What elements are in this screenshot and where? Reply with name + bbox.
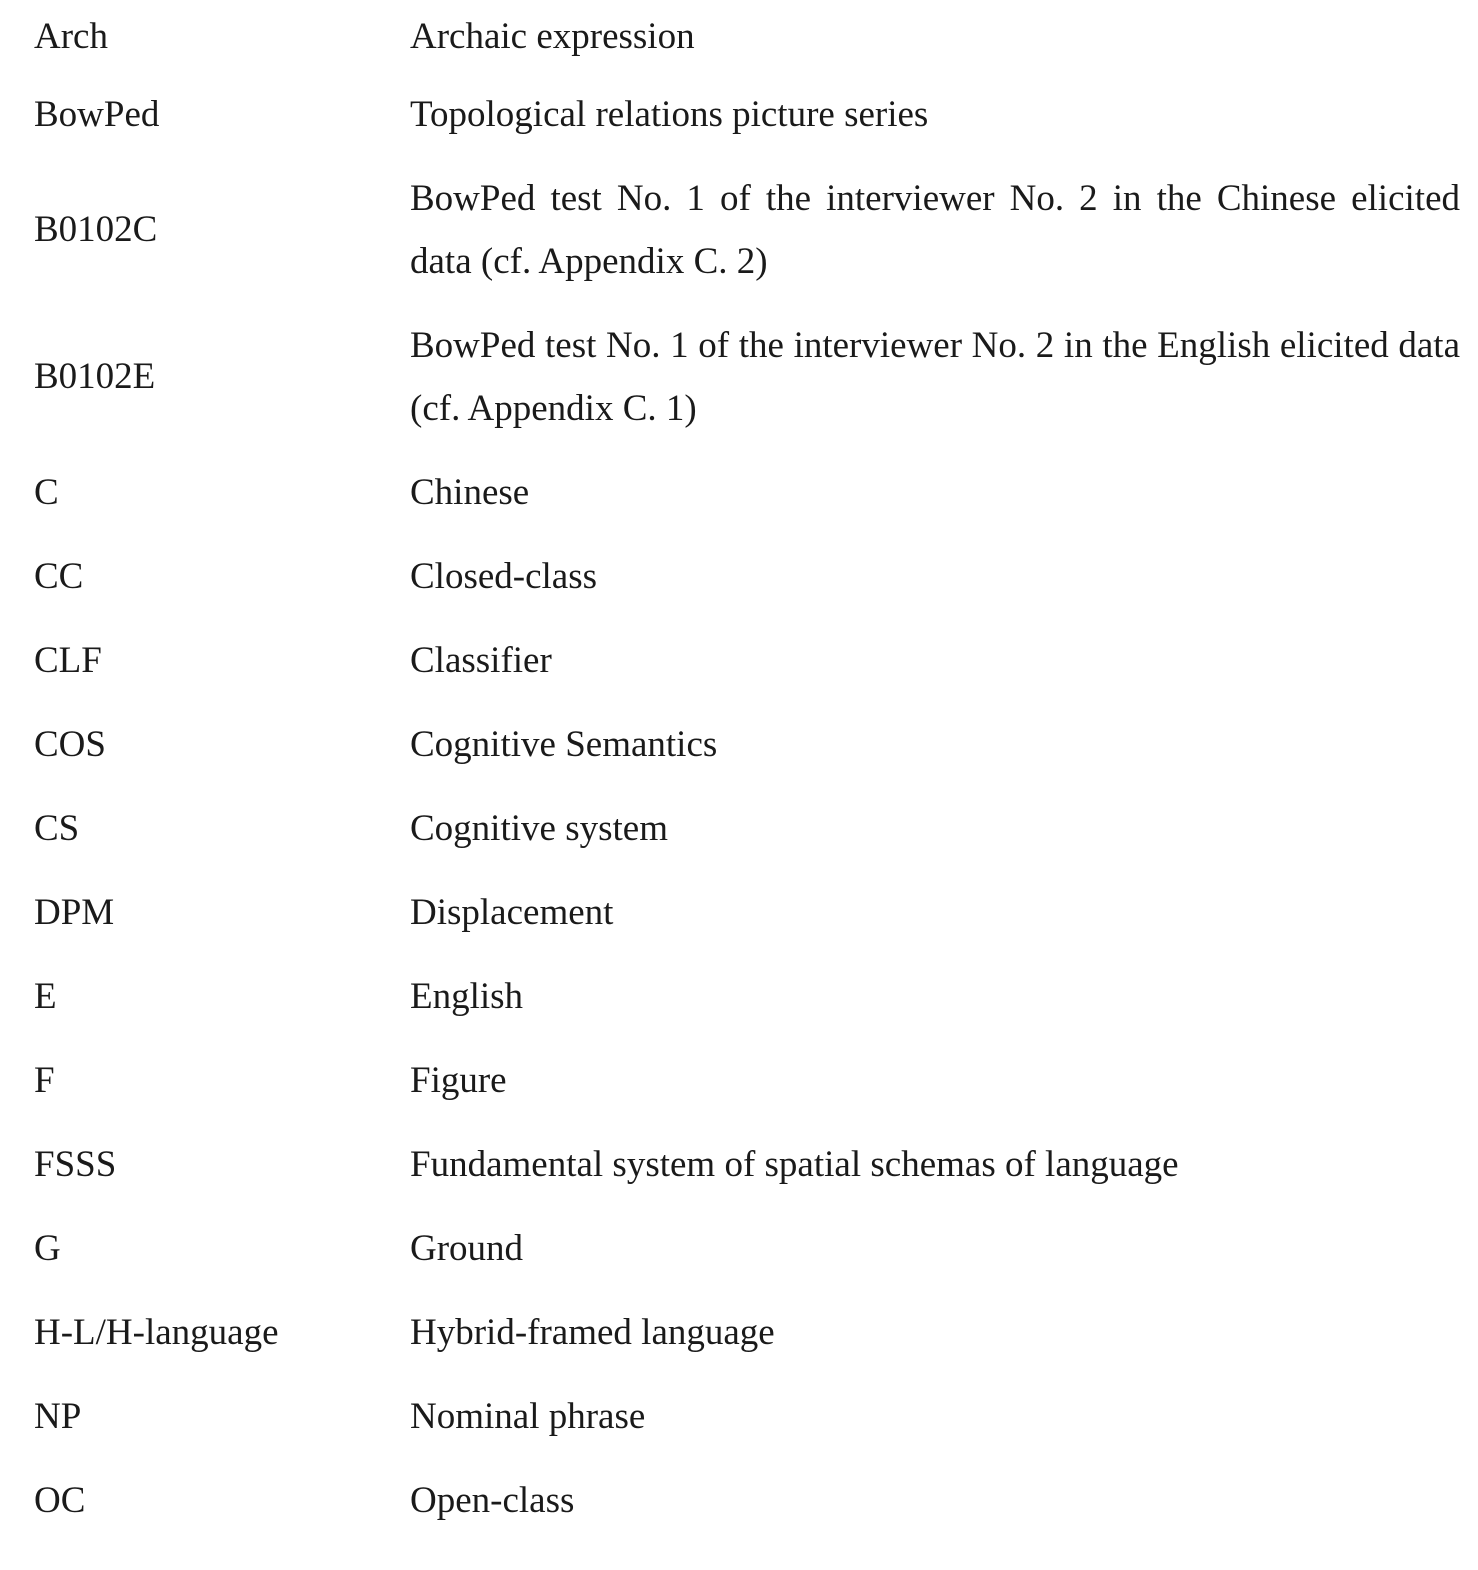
- abbreviation-definition: Ground: [410, 1227, 524, 1269]
- abbreviation-term: CS: [34, 807, 80, 849]
- abbreviation-entry: [34, 870, 1460, 954]
- abbreviation-definition: Topological relations picture series: [410, 93, 929, 135]
- abbreviation-definition: Displacement: [410, 891, 614, 933]
- abbreviation-definition: Classifier: [410, 639, 552, 681]
- abbreviation-definition: Hybrid-framed language: [410, 1311, 775, 1353]
- abbreviation-term: E: [34, 975, 57, 1017]
- abbreviation-entry: [34, 618, 1460, 702]
- abbreviation-definition: Open-class: [410, 1479, 575, 1521]
- abbreviation-term: OC: [34, 1479, 86, 1521]
- abbreviation-term: H-L/H-language: [34, 1311, 279, 1353]
- abbreviation-entry: [34, 0, 1460, 72]
- abbreviation-term: DPM: [34, 891, 115, 933]
- abbreviation-entry: [34, 72, 1460, 156]
- abbreviation-entry: [34, 1122, 1460, 1206]
- abbreviation-term: C: [34, 471, 59, 513]
- abbreviation-term: F: [34, 1059, 55, 1101]
- abbreviation-term: Arch: [34, 15, 108, 57]
- abbreviation-term: G: [34, 1227, 61, 1269]
- abbreviation-entry: [34, 156, 1460, 303]
- abbreviation-entry: [34, 786, 1460, 870]
- abbreviation-definition: Archaic expression: [410, 15, 695, 57]
- abbreviation-definition: Closed-class: [410, 555, 598, 597]
- abbreviation-definition: Chinese: [410, 471, 530, 513]
- abbreviation-definition: Nominal phrase: [410, 1395, 646, 1437]
- abbreviation-definition: Figure: [410, 1059, 507, 1101]
- abbreviation-entry: [34, 1458, 1460, 1542]
- abbreviation-entry: [34, 1374, 1460, 1458]
- abbreviation-term: CC: [34, 555, 84, 597]
- abbreviation-definition: BowPed test No. 1 of the interviewer No. 2 in the Chinese elicited data (cf. Appendix C. 2): [410, 177, 1460, 282]
- abbreviation-term: COS: [34, 723, 106, 765]
- abbreviation-definition: English: [410, 975, 524, 1017]
- abbreviation-entry: [34, 303, 1460, 450]
- abbreviation-entry: [34, 534, 1460, 618]
- abbreviation-definition: Fundamental system of spatial schemas of language: [410, 1143, 1179, 1185]
- abbreviation-term: FSSS: [34, 1143, 117, 1185]
- abbreviation-definition: BowPed test No. 1 of the interviewer No. 2 in the English elicited data (cf. Appendix C. 1): [410, 324, 1460, 429]
- abbreviation-term: B0102E: [34, 356, 156, 397]
- abbreviation-definition: Cognitive system: [410, 807, 668, 849]
- abbreviation-entry: [34, 1290, 1460, 1374]
- abbreviation-entry: [34, 702, 1460, 786]
- abbreviation-term: BowPed: [34, 93, 160, 135]
- abbreviation-entry: [34, 1038, 1460, 1122]
- abbreviation-list: [34, 0, 1460, 1542]
- abbreviation-entry: [34, 450, 1460, 534]
- abbreviation-term: CLF: [34, 639, 102, 681]
- abbreviation-term: NP: [34, 1395, 82, 1437]
- abbreviation-definition: Cognitive Semantics: [410, 723, 718, 765]
- abbreviation-entry: [34, 1206, 1460, 1290]
- abbreviation-term: B0102C: [34, 209, 158, 250]
- abbreviation-entry: [34, 954, 1460, 1038]
